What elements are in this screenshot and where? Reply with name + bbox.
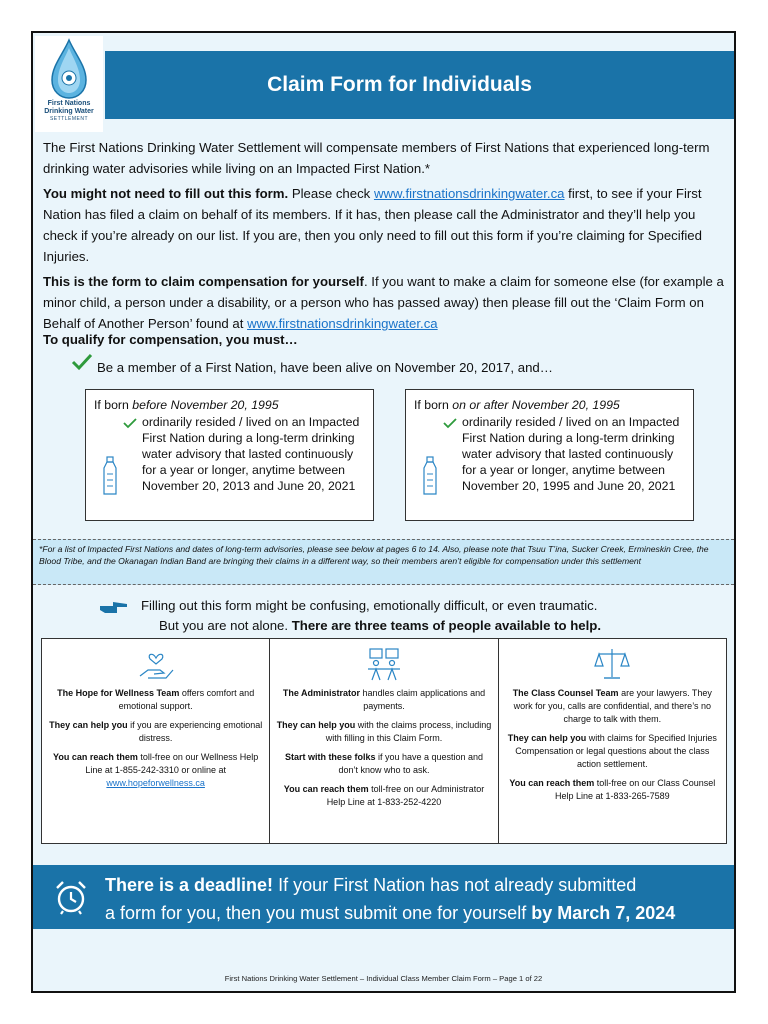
help-line-1: Filling out this form might be confusing, emotionally difficult, or even traumatic. <box>141 598 598 613</box>
settlement-website-link-2[interactable]: www.firstnationsdrinkingwater.ca <box>247 316 438 331</box>
admin-start <box>276 751 491 777</box>
deadline-text-1: If your First Nation has not already submitted <box>273 875 637 895</box>
counsel-reach-bold: You can reach them <box>509 778 595 788</box>
team-class-counsel <box>499 639 726 843</box>
page-title: Claim Form for Individuals <box>267 73 532 96</box>
intro-paragraph: The First Nations Drinking Water Settlement will compensate members of First Nations that experienced long-term drinking water advisories while living on an Impacted First Nation.* <box>43 140 710 176</box>
help-line-2 <box>159 616 601 635</box>
alarm-clock-icon <box>53 879 89 915</box>
admin-desc <box>276 687 491 713</box>
admin-help-text: with the claims process, including with filling in this Claim Form. <box>325 720 492 743</box>
born-after-heading <box>414 396 685 414</box>
impacted-nations-footnote: *For a list of Impacted First Nations and dates of long-term advisories, please see below at pages 6 to 14. Also, please note that Tsuu T’ina, Sucker Creek, Ermineskin Cree, the Blood Tribe, and the Okanagan Indian Band are bringing their claims in a different way, so their members aren’t eligible for compensation under this settlement <box>33 539 734 585</box>
admin-help-bold: They can help you <box>276 720 356 730</box>
counsel-help-text: with claims for Specified Injuries Compensation or legal questions about the class action settlement. <box>515 733 717 769</box>
check-first-pre: Please check <box>288 186 374 201</box>
logo-line-1: First Nations <box>47 100 91 107</box>
counsel-reach <box>505 777 720 803</box>
born-before-box <box>85 389 374 521</box>
check-icon <box>123 418 137 429</box>
qualify-criterion-text: Be a member of a First Nation, have been alive on November 20, 2017, and… <box>97 360 553 375</box>
wellness-reach <box>48 751 263 790</box>
wellness-name: The Hope for Wellness Team <box>57 688 180 698</box>
admin-start-bold: Start with these folks <box>284 752 376 762</box>
deadline-bold-1: There is a deadline! <box>105 875 274 895</box>
water-bottle-icon <box>102 456 118 496</box>
qualify-criterion <box>71 357 553 378</box>
wellness-help-text: if you are experiencing emotional distress. <box>127 720 263 743</box>
check-icon <box>443 418 457 429</box>
form-purpose-text: . If you want to make a claim for someone else (for example a minor child, a person under a disability, or a person who has passed away) then please fill out the ‘Claim Form on Behalf of Another Person’ found at <box>43 274 724 331</box>
check-first-bold: You might not need to fill out this form. <box>43 186 289 201</box>
water-drop-icon <box>49 38 89 100</box>
heart-hand-icon <box>136 646 176 682</box>
counsel-desc <box>505 687 720 726</box>
title-bar <box>105 51 734 119</box>
admin-name: The Administrator <box>282 688 361 698</box>
page <box>31 31 736 993</box>
admin-help <box>276 719 491 745</box>
help-line-2-bold: There are three teams of people available to help. <box>291 618 601 633</box>
qualify-heading: To qualify for compensation, you must… <box>43 332 298 347</box>
born-after-date: on or after November 20, 1995 <box>452 398 620 412</box>
logo-line-3: SETTLEMENT <box>49 116 89 122</box>
check-first-paragraph <box>43 183 733 267</box>
deadline-text-2: a form for you, then you must submit one for yourself <box>105 903 532 923</box>
logo-line-2: Drinking Water <box>44 108 94 115</box>
scales-of-justice-icon <box>592 646 632 682</box>
counsel-help-bold: They can help you <box>507 733 587 743</box>
hope-for-wellness-link[interactable]: www.hopeforwellness.ca <box>106 778 205 788</box>
team-administrator <box>270 639 498 843</box>
water-bottle-icon <box>422 456 438 496</box>
deadline-line-1 <box>105 873 636 897</box>
check-icon <box>71 353 93 371</box>
wellness-reach-text: toll-free on our Wellness Help Line at 1-855-242-3310 or online at <box>85 752 259 775</box>
born-after-criteria: ordinarily resided / lived on an Impacted First Nation during a long-term drinking water advisory that lasted continuously for a year or longer, anytime between November 20, 1995 and June 20, 2021 <box>462 415 680 493</box>
counsel-help <box>505 732 720 771</box>
wellness-help-bold: They can help you <box>49 720 128 730</box>
born-before-date: before November 20, 1995 <box>132 398 279 412</box>
born-before-criteria: ordinarily resided / lived on an Impacted First Nation during a long-term drinking water advisory that lasted continuously for a year or longer, anytime between November 20, 2013 and June 20, 2021 <box>142 415 360 493</box>
born-before-prefix: If born <box>94 398 133 412</box>
team-hope-for-wellness <box>42 639 270 843</box>
admin-reach-text: toll-free on our Administrator Help Line at 1-833-252-4220 <box>326 784 485 807</box>
pointing-hand-icon <box>99 598 129 616</box>
form-purpose-paragraph <box>43 271 733 334</box>
wellness-reach-bold: You can reach them <box>53 752 138 762</box>
born-after-prefix: If born <box>414 398 453 412</box>
admin-desc-text: handles claim applications and payments. <box>360 688 486 711</box>
wellness-desc-text: offers comfort and emotional support. <box>118 688 255 711</box>
support-teams <box>41 638 727 844</box>
meeting-people-icon <box>364 646 404 682</box>
born-before-heading <box>94 396 365 414</box>
counsel-reach-text: toll-free on our Class Counsel Help Line at 1-833-265-7589 <box>555 778 716 801</box>
settlement-website-link[interactable]: www.firstnationsdrinkingwater.ca <box>373 186 565 201</box>
admin-reach <box>276 783 491 809</box>
check-first-post: first, to see if your First Nation has filed a claim on behalf of its members. If it has, then please call the Administrator and they’ll help you check if you’re already on our list. If you are, then you only need to fill out this form if you’re claiming for Specified Injuries. <box>43 186 702 264</box>
admin-start-text: if you have a question and don’t know who to ask. <box>338 752 484 775</box>
page-footer: First Nations Drinking Water Settlement – Individual Class Member Claim Form – Page 1 of 22 <box>224 974 543 983</box>
counsel-desc-text: are your lawyers. They work for you, calls are confidential, and there’s no charge to talk with them. <box>513 688 712 724</box>
counsel-name: The Class Counsel Team <box>512 688 619 698</box>
form-purpose-bold: This is the form to claim compensation for yourself <box>43 274 364 289</box>
deadline-date: by March 7, 2024 <box>531 903 676 923</box>
born-after-box <box>405 389 694 521</box>
wellness-help <box>48 719 263 745</box>
settlement-logo <box>35 36 103 132</box>
header <box>33 33 734 133</box>
deadline-line-2 <box>105 901 675 925</box>
deadline-banner <box>33 865 734 929</box>
help-line-2-text: But you are not alone. <box>159 618 292 633</box>
wellness-desc <box>48 687 263 713</box>
admin-reach-bold: You can reach them <box>283 784 369 794</box>
